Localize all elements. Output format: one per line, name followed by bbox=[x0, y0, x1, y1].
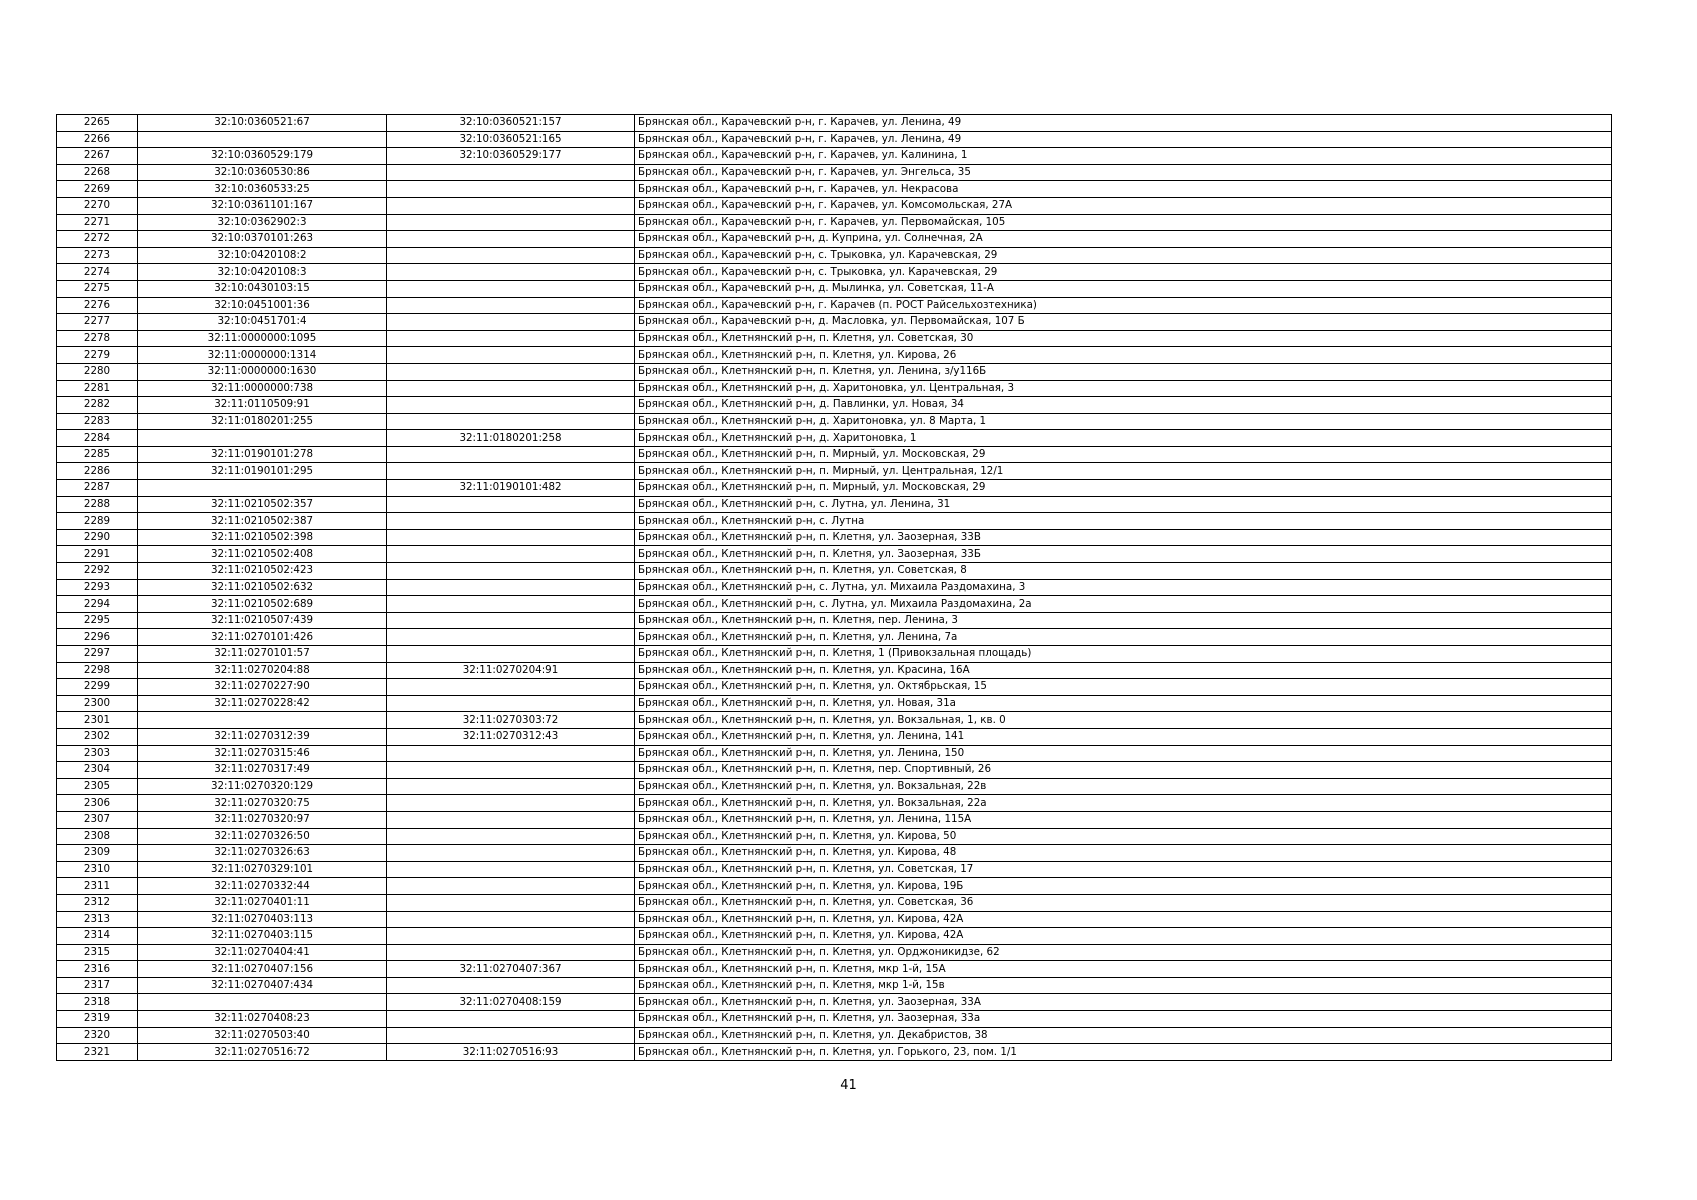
related-cadastral-number-cell bbox=[387, 612, 635, 629]
cadastral-number-cell bbox=[138, 712, 387, 729]
related-cadastral-number-cell bbox=[387, 280, 635, 297]
row-number-cell: 2319 bbox=[57, 1011, 138, 1028]
address-cell: Брянская обл., Клетнянский р-н, п. Клетня, мкр 1-й, 15в bbox=[635, 977, 1612, 994]
related-cadastral-number-cell bbox=[387, 197, 635, 214]
address-cell: Брянская обл., Карачевский р-н, г. Карачев, ул. Калинина, 1 bbox=[635, 148, 1612, 165]
related-cadastral-number-cell: 32:11:0270516:93 bbox=[387, 1044, 635, 1061]
related-cadastral-number-cell bbox=[387, 214, 635, 231]
row-number-cell: 2283 bbox=[57, 413, 138, 430]
row-number-cell: 2297 bbox=[57, 646, 138, 663]
related-cadastral-number-cell bbox=[387, 529, 635, 546]
cadastral-number-cell: 32:10:0361101:167 bbox=[138, 197, 387, 214]
property-table-body bbox=[57, 115, 1612, 1061]
row-number-cell: 2288 bbox=[57, 496, 138, 513]
cadastral-number-cell: 32:11:0000000:1314 bbox=[138, 347, 387, 364]
related-cadastral-number-cell bbox=[387, 380, 635, 397]
cadastral-number-cell: 32:11:0270320:75 bbox=[138, 795, 387, 812]
row-number-cell: 2295 bbox=[57, 612, 138, 629]
address-cell: Брянская обл., Клетнянский р-н, с. Лутна, ул. Ленина, 31 bbox=[635, 496, 1612, 513]
row-number-cell: 2300 bbox=[57, 695, 138, 712]
cadastral-number-cell: 32:11:0270407:434 bbox=[138, 977, 387, 994]
address-cell: Брянская обл., Клетнянский р-н, п. Клетня, ул. Декабристов, 38 bbox=[635, 1027, 1612, 1044]
table-row bbox=[57, 894, 1612, 911]
related-cadastral-number-cell bbox=[387, 579, 635, 596]
address-cell: Брянская обл., Клетнянский р-н, п. Клетня, ул. Ленина, 150 bbox=[635, 745, 1612, 762]
address-cell: Брянская обл., Клетнянский р-н, п. Клетня, ул. Ленина, 7а bbox=[635, 629, 1612, 646]
address-cell: Брянская обл., Клетнянский р-н, д. Харитоновка, ул. 8 Марта, 1 bbox=[635, 413, 1612, 430]
table-row bbox=[57, 513, 1612, 530]
cadastral-number-cell: 32:11:0270312:39 bbox=[138, 728, 387, 745]
address-cell: Брянская обл., Клетнянский р-н, д. Харитоновка, 1 bbox=[635, 430, 1612, 447]
cadastral-number-cell: 32:11:0270315:46 bbox=[138, 745, 387, 762]
cadastral-number-cell: 32:11:0270204:88 bbox=[138, 662, 387, 679]
table-row bbox=[57, 164, 1612, 181]
cadastral-number-cell: 32:11:0190101:278 bbox=[138, 446, 387, 463]
table-row bbox=[57, 363, 1612, 380]
related-cadastral-number-cell bbox=[387, 247, 635, 264]
cadastral-number-cell: 32:11:0210507:439 bbox=[138, 612, 387, 629]
table-row bbox=[57, 961, 1612, 978]
row-number-cell: 2291 bbox=[57, 546, 138, 563]
table-row bbox=[57, 330, 1612, 347]
address-cell: Брянская обл., Карачевский р-н, г. Карачев, ул. Энгельса, 35 bbox=[635, 164, 1612, 181]
row-number-cell: 2306 bbox=[57, 795, 138, 812]
table-row bbox=[57, 131, 1612, 148]
cadastral-number-cell: 32:11:0270326:63 bbox=[138, 845, 387, 862]
cadastral-number-cell: 32:11:0210502:357 bbox=[138, 496, 387, 513]
table-row bbox=[57, 662, 1612, 679]
table-row bbox=[57, 247, 1612, 264]
table-row bbox=[57, 579, 1612, 596]
address-cell: Брянская обл., Карачевский р-н, с. Трыковка, ул. Карачевская, 29 bbox=[635, 247, 1612, 264]
related-cadastral-number-cell bbox=[387, 397, 635, 414]
cadastral-number-cell: 32:10:0451701:4 bbox=[138, 314, 387, 331]
row-number-cell: 2293 bbox=[57, 579, 138, 596]
row-number-cell: 2317 bbox=[57, 977, 138, 994]
related-cadastral-number-cell bbox=[387, 496, 635, 513]
related-cadastral-number-cell bbox=[387, 944, 635, 961]
table-row bbox=[57, 1011, 1612, 1028]
table-row bbox=[57, 546, 1612, 563]
table-row bbox=[57, 280, 1612, 297]
table-row bbox=[57, 944, 1612, 961]
row-number-cell: 2271 bbox=[57, 214, 138, 231]
address-cell: Брянская обл., Клетнянский р-н, п. Клетня, ул. Кирова, 26 bbox=[635, 347, 1612, 364]
cadastral-number-cell bbox=[138, 131, 387, 148]
related-cadastral-number-cell bbox=[387, 646, 635, 663]
table-row bbox=[57, 778, 1612, 795]
address-cell: Брянская обл., Клетнянский р-н, п. Клетня, ул. Вокзальная, 1, кв. 0 bbox=[635, 712, 1612, 729]
cadastral-number-cell: 32:10:0420108:2 bbox=[138, 247, 387, 264]
related-cadastral-number-cell bbox=[387, 297, 635, 314]
table-row bbox=[57, 828, 1612, 845]
related-cadastral-number-cell bbox=[387, 828, 635, 845]
row-number-cell: 2265 bbox=[57, 115, 138, 132]
row-number-cell: 2318 bbox=[57, 994, 138, 1011]
related-cadastral-number-cell bbox=[387, 878, 635, 895]
cadastral-number-cell: 32:11:0210502:387 bbox=[138, 513, 387, 530]
related-cadastral-number-cell bbox=[387, 745, 635, 762]
address-cell: Брянская обл., Карачевский р-н, г. Карачев, ул. Ленина, 49 bbox=[635, 131, 1612, 148]
cadastral-number-cell: 32:11:0190101:295 bbox=[138, 463, 387, 480]
table-row bbox=[57, 446, 1612, 463]
table-row bbox=[57, 994, 1612, 1011]
cadastral-number-cell: 32:11:0270101:426 bbox=[138, 629, 387, 646]
property-table bbox=[56, 114, 1612, 1061]
table-row bbox=[57, 264, 1612, 281]
table-row bbox=[57, 380, 1612, 397]
address-cell: Брянская обл., Клетнянский р-н, п. Клетня, ул. Ленина, з/у116Б bbox=[635, 363, 1612, 380]
page-number: 41 bbox=[840, 1078, 857, 1093]
row-number-cell: 2292 bbox=[57, 563, 138, 580]
related-cadastral-number-cell: 32:11:0270303:72 bbox=[387, 712, 635, 729]
table-row bbox=[57, 231, 1612, 248]
row-number-cell: 2275 bbox=[57, 280, 138, 297]
related-cadastral-number-cell bbox=[387, 413, 635, 430]
cadastral-number-cell: 32:11:0110509:91 bbox=[138, 397, 387, 414]
address-cell: Брянская обл., Клетнянский р-н, с. Лутна, ул. Михаила Раздомахина, 3 bbox=[635, 579, 1612, 596]
table-row bbox=[57, 214, 1612, 231]
address-cell: Брянская обл., Клетнянский р-н, д. Харитоновка, ул. Центральная, 3 bbox=[635, 380, 1612, 397]
cadastral-number-cell: 32:10:0420108:3 bbox=[138, 264, 387, 281]
row-number-cell: 2312 bbox=[57, 894, 138, 911]
cadastral-number-cell: 32:11:0210502:408 bbox=[138, 546, 387, 563]
address-cell: Брянская обл., Клетнянский р-н, п. Клетня, ул. Октябрьская, 15 bbox=[635, 679, 1612, 696]
row-number-cell: 2282 bbox=[57, 397, 138, 414]
table-row bbox=[57, 745, 1612, 762]
row-number-cell: 2304 bbox=[57, 762, 138, 779]
address-cell: Брянская обл., Карачевский р-н, с. Трыковка, ул. Карачевская, 29 bbox=[635, 264, 1612, 281]
cadastral-number-cell: 32:11:0270326:50 bbox=[138, 828, 387, 845]
address-cell: Брянская обл., Клетнянский р-н, п. Клетня, пер. Спортивный, 26 bbox=[635, 762, 1612, 779]
address-cell: Брянская обл., Клетнянский р-н, п. Клетня, ул. Ленина, 115А bbox=[635, 811, 1612, 828]
cadastral-number-cell bbox=[138, 430, 387, 447]
related-cadastral-number-cell bbox=[387, 563, 635, 580]
table-row bbox=[57, 314, 1612, 331]
address-cell: Брянская обл., Клетнянский р-н, п. Клетня, ул. Заозерная, 33В bbox=[635, 529, 1612, 546]
row-number-cell: 2277 bbox=[57, 314, 138, 331]
table-row bbox=[57, 878, 1612, 895]
related-cadastral-number-cell bbox=[387, 977, 635, 994]
cadastral-number-cell: 32:10:0430103:15 bbox=[138, 280, 387, 297]
address-cell: Брянская обл., Клетнянский р-н, п. Мирный, ул. Московская, 29 bbox=[635, 480, 1612, 497]
related-cadastral-number-cell: 32:10:0360529:177 bbox=[387, 148, 635, 165]
row-number-cell: 2313 bbox=[57, 911, 138, 928]
table-row bbox=[57, 928, 1612, 945]
related-cadastral-number-cell bbox=[387, 546, 635, 563]
cadastral-number-cell: 32:10:0360530:86 bbox=[138, 164, 387, 181]
address-cell: Брянская обл., Клетнянский р-н, п. Мирный, ул. Центральная, 12/1 bbox=[635, 463, 1612, 480]
address-cell: Брянская обл., Клетнянский р-н, п. Клетня, мкр 1-й, 15А bbox=[635, 961, 1612, 978]
related-cadastral-number-cell bbox=[387, 894, 635, 911]
address-cell: Брянская обл., Клетнянский р-н, п. Клетня, ул. Вокзальная, 22в bbox=[635, 778, 1612, 795]
table-row bbox=[57, 297, 1612, 314]
table-row bbox=[57, 646, 1612, 663]
table-row bbox=[57, 612, 1612, 629]
row-number-cell: 2278 bbox=[57, 330, 138, 347]
row-number-cell: 2267 bbox=[57, 148, 138, 165]
row-number-cell: 2276 bbox=[57, 297, 138, 314]
cadastral-number-cell: 32:11:0210502:689 bbox=[138, 596, 387, 613]
row-number-cell: 2268 bbox=[57, 164, 138, 181]
address-cell: Брянская обл., Клетнянский р-н, с. Лутна bbox=[635, 513, 1612, 530]
related-cadastral-number-cell bbox=[387, 811, 635, 828]
row-number-cell: 2274 bbox=[57, 264, 138, 281]
row-number-cell: 2284 bbox=[57, 430, 138, 447]
address-cell: Брянская обл., Клетнянский р-н, п. Клетня, 1 (Привокзальная площадь) bbox=[635, 646, 1612, 663]
related-cadastral-number-cell bbox=[387, 861, 635, 878]
address-cell: Брянская обл., Карачевский р-н, г. Карачев, ул. Некрасова bbox=[635, 181, 1612, 198]
address-cell: Брянская обл., Карачевский р-н, д. Масловка, ул. Первомайская, 107 Б bbox=[635, 314, 1612, 331]
cadastral-number-cell: 32:10:0362902:3 bbox=[138, 214, 387, 231]
row-number-cell: 2294 bbox=[57, 596, 138, 613]
table-row bbox=[57, 629, 1612, 646]
address-cell: Брянская обл., Карачевский р-н, д. Мылинка, ул. Советская, 11-А bbox=[635, 280, 1612, 297]
table-row bbox=[57, 728, 1612, 745]
address-cell: Брянская обл., Клетнянский р-н, п. Клетня, ул. Заозерная, 33Б bbox=[635, 546, 1612, 563]
cadastral-number-cell: 32:11:0270403:115 bbox=[138, 928, 387, 945]
row-number-cell: 2289 bbox=[57, 513, 138, 530]
table-row bbox=[57, 596, 1612, 613]
row-number-cell: 2298 bbox=[57, 662, 138, 679]
row-number-cell: 2302 bbox=[57, 728, 138, 745]
address-cell: Брянская обл., Клетнянский р-н, п. Клетня, ул. Ленина, 141 bbox=[635, 728, 1612, 745]
row-number-cell: 2321 bbox=[57, 1044, 138, 1061]
cadastral-number-cell: 32:11:0270320:129 bbox=[138, 778, 387, 795]
table-row bbox=[57, 430, 1612, 447]
address-cell: Брянская обл., Клетнянский р-н, п. Клетня, ул. Вокзальная, 22а bbox=[635, 795, 1612, 812]
row-number-cell: 2320 bbox=[57, 1027, 138, 1044]
row-number-cell: 2301 bbox=[57, 712, 138, 729]
address-cell: Брянская обл., Карачевский р-н, г. Карачев, ул. Ленина, 49 bbox=[635, 115, 1612, 132]
table-row bbox=[57, 977, 1612, 994]
row-number-cell: 2285 bbox=[57, 446, 138, 463]
cadastral-number-cell: 32:11:0270503:40 bbox=[138, 1027, 387, 1044]
address-cell: Брянская обл., Клетнянский р-н, п. Клетня, пер. Ленина, 3 bbox=[635, 612, 1612, 629]
cadastral-number-cell: 32:11:0270101:57 bbox=[138, 646, 387, 663]
table-row bbox=[57, 148, 1612, 165]
address-cell: Брянская обл., Клетнянский р-н, п. Клетня, ул. Кирова, 50 bbox=[635, 828, 1612, 845]
address-cell: Брянская обл., Клетнянский р-н, п. Клетня, ул. Кирова, 42А bbox=[635, 928, 1612, 945]
related-cadastral-number-cell bbox=[387, 463, 635, 480]
address-cell: Брянская обл., Клетнянский р-н, п. Клетня, ул. Советская, 30 bbox=[635, 330, 1612, 347]
address-cell: Брянская обл., Клетнянский р-н, п. Клетня, ул. Кирова, 19Б bbox=[635, 878, 1612, 895]
address-cell: Брянская обл., Клетнянский р-н, п. Клетня, ул. Кирова, 48 bbox=[635, 845, 1612, 862]
table-row bbox=[57, 529, 1612, 546]
table-row bbox=[57, 861, 1612, 878]
table-row bbox=[57, 811, 1612, 828]
address-cell: Брянская обл., Клетнянский р-н, п. Клетня, ул. Советская, 8 bbox=[635, 563, 1612, 580]
cadastral-number-cell: 32:11:0270329:101 bbox=[138, 861, 387, 878]
cadastral-number-cell: 32:10:0451001:36 bbox=[138, 297, 387, 314]
cadastral-number-cell: 32:11:0270403:113 bbox=[138, 911, 387, 928]
table-row bbox=[57, 795, 1612, 812]
related-cadastral-number-cell bbox=[387, 231, 635, 248]
table-row bbox=[57, 695, 1612, 712]
related-cadastral-number-cell: 32:11:0180201:258 bbox=[387, 430, 635, 447]
row-number-cell: 2299 bbox=[57, 679, 138, 696]
cadastral-number-cell: 32:11:0270227:90 bbox=[138, 679, 387, 696]
table-row bbox=[57, 463, 1612, 480]
related-cadastral-number-cell bbox=[387, 762, 635, 779]
table-row bbox=[57, 480, 1612, 497]
row-number-cell: 2273 bbox=[57, 247, 138, 264]
related-cadastral-number-cell bbox=[387, 264, 635, 281]
row-number-cell: 2305 bbox=[57, 778, 138, 795]
related-cadastral-number-cell: 32:10:0360521:165 bbox=[387, 131, 635, 148]
row-number-cell: 2287 bbox=[57, 480, 138, 497]
address-cell: Брянская обл., Клетнянский р-н, п. Клетня, ул. Кирова, 42А bbox=[635, 911, 1612, 928]
cadastral-number-cell bbox=[138, 480, 387, 497]
row-number-cell: 2266 bbox=[57, 131, 138, 148]
table-row bbox=[57, 496, 1612, 513]
related-cadastral-number-cell bbox=[387, 347, 635, 364]
row-number-cell: 2310 bbox=[57, 861, 138, 878]
related-cadastral-number-cell bbox=[387, 679, 635, 696]
related-cadastral-number-cell: 32:10:0360521:157 bbox=[387, 115, 635, 132]
related-cadastral-number-cell bbox=[387, 778, 635, 795]
cadastral-number-cell: 32:11:0210502:632 bbox=[138, 579, 387, 596]
related-cadastral-number-cell: 32:11:0270312:43 bbox=[387, 728, 635, 745]
cadastral-number-cell: 32:11:0270408:23 bbox=[138, 1011, 387, 1028]
cadastral-number-cell: 32:11:0270228:42 bbox=[138, 695, 387, 712]
cadastral-number-cell: 32:11:0180201:255 bbox=[138, 413, 387, 430]
table-row bbox=[57, 1044, 1612, 1061]
cadastral-number-cell: 32:11:0000000:1630 bbox=[138, 363, 387, 380]
table-row bbox=[57, 679, 1612, 696]
address-cell: Брянская обл., Клетнянский р-н, п. Клетня, ул. Заозерная, 33а bbox=[635, 1011, 1612, 1028]
table-row bbox=[57, 197, 1612, 214]
row-number-cell: 2269 bbox=[57, 181, 138, 198]
cadastral-number-cell: 32:11:0270320:97 bbox=[138, 811, 387, 828]
address-cell: Брянская обл., Клетнянский р-н, п. Клетня, ул. Орджоникидзе, 62 bbox=[635, 944, 1612, 961]
table-row bbox=[57, 563, 1612, 580]
address-cell: Брянская обл., Карачевский р-н, г. Карачев, ул. Первомайская, 105 bbox=[635, 214, 1612, 231]
related-cadastral-number-cell bbox=[387, 596, 635, 613]
related-cadastral-number-cell: 32:11:0270204:91 bbox=[387, 662, 635, 679]
related-cadastral-number-cell bbox=[387, 928, 635, 945]
address-cell: Брянская обл., Клетнянский р-н, с. Лутна, ул. Михаила Раздомахина, 2а bbox=[635, 596, 1612, 613]
table-row bbox=[57, 413, 1612, 430]
related-cadastral-number-cell bbox=[387, 181, 635, 198]
row-number-cell: 2315 bbox=[57, 944, 138, 961]
cadastral-number-cell: 32:11:0210502:398 bbox=[138, 529, 387, 546]
cadastral-number-cell: 32:11:0270516:72 bbox=[138, 1044, 387, 1061]
table-row bbox=[57, 347, 1612, 364]
related-cadastral-number-cell bbox=[387, 330, 635, 347]
related-cadastral-number-cell bbox=[387, 1027, 635, 1044]
address-cell: Брянская обл., Клетнянский р-н, п. Мирный, ул. Московская, 29 bbox=[635, 446, 1612, 463]
cadastral-number-cell: 32:11:0270317:49 bbox=[138, 762, 387, 779]
related-cadastral-number-cell bbox=[387, 695, 635, 712]
address-cell: Брянская обл., Клетнянский р-н, п. Клетня, ул. Горького, 23, пом. 1/1 bbox=[635, 1044, 1612, 1061]
related-cadastral-number-cell: 32:11:0190101:482 bbox=[387, 480, 635, 497]
address-cell: Брянская обл., Клетнянский р-н, п. Клетня, ул. Советская, 17 bbox=[635, 861, 1612, 878]
related-cadastral-number-cell bbox=[387, 795, 635, 812]
row-number-cell: 2279 bbox=[57, 347, 138, 364]
table-row bbox=[57, 911, 1612, 928]
table-row bbox=[57, 181, 1612, 198]
cadastral-number-cell: 32:11:0270407:156 bbox=[138, 961, 387, 978]
address-cell: Брянская обл., Клетнянский р-н, п. Клетня, ул. Советская, 36 bbox=[635, 894, 1612, 911]
cadastral-number-cell: 32:11:0270401:11 bbox=[138, 894, 387, 911]
cadastral-number-cell: 32:11:0270404:41 bbox=[138, 944, 387, 961]
cadastral-number-cell: 32:11:0000000:738 bbox=[138, 380, 387, 397]
table-row bbox=[57, 397, 1612, 414]
address-cell: Брянская обл., Клетнянский р-н, п. Клетня, ул. Заозерная, 33А bbox=[635, 994, 1612, 1011]
cadastral-number-cell: 32:11:0210502:423 bbox=[138, 563, 387, 580]
cadastral-number-cell: 32:10:0370101:263 bbox=[138, 231, 387, 248]
row-number-cell: 2296 bbox=[57, 629, 138, 646]
row-number-cell: 2311 bbox=[57, 878, 138, 895]
address-cell: Брянская обл., Клетнянский р-н, п. Клетня, ул. Новая, 31а bbox=[635, 695, 1612, 712]
table-row bbox=[57, 115, 1612, 132]
table-row bbox=[57, 712, 1612, 729]
related-cadastral-number-cell bbox=[387, 446, 635, 463]
related-cadastral-number-cell bbox=[387, 1011, 635, 1028]
related-cadastral-number-cell bbox=[387, 363, 635, 380]
related-cadastral-number-cell bbox=[387, 164, 635, 181]
address-cell: Брянская обл., Карачевский р-н, г. Карачев (п. РОСТ Райсельхозтехника) bbox=[635, 297, 1612, 314]
row-number-cell: 2308 bbox=[57, 828, 138, 845]
related-cadastral-number-cell bbox=[387, 513, 635, 530]
address-cell: Брянская обл., Клетнянский р-н, п. Клетня, ул. Красина, 16А bbox=[635, 662, 1612, 679]
row-number-cell: 2314 bbox=[57, 928, 138, 945]
row-number-cell: 2309 bbox=[57, 845, 138, 862]
related-cadastral-number-cell: 32:11:0270407:367 bbox=[387, 961, 635, 978]
row-number-cell: 2290 bbox=[57, 529, 138, 546]
related-cadastral-number-cell bbox=[387, 629, 635, 646]
cadastral-number-cell: 32:10:0360533:25 bbox=[138, 181, 387, 198]
row-number-cell: 2281 bbox=[57, 380, 138, 397]
address-cell: Брянская обл., Карачевский р-н, г. Карачев, ул. Комсомольская, 27А bbox=[635, 197, 1612, 214]
cadastral-number-cell: 32:11:0270332:44 bbox=[138, 878, 387, 895]
table-row bbox=[57, 1027, 1612, 1044]
related-cadastral-number-cell bbox=[387, 911, 635, 928]
cadastral-number-cell: 32:11:0000000:1095 bbox=[138, 330, 387, 347]
row-number-cell: 2270 bbox=[57, 197, 138, 214]
table-row bbox=[57, 845, 1612, 862]
related-cadastral-number-cell bbox=[387, 314, 635, 331]
row-number-cell: 2307 bbox=[57, 811, 138, 828]
row-number-cell: 2286 bbox=[57, 463, 138, 480]
cadastral-number-cell: 32:10:0360521:67 bbox=[138, 115, 387, 132]
row-number-cell: 2272 bbox=[57, 231, 138, 248]
address-cell: Брянская обл., Карачевский р-н, д. Куприна, ул. Солнечная, 2А bbox=[635, 231, 1612, 248]
row-number-cell: 2316 bbox=[57, 961, 138, 978]
cadastral-number-cell: 32:10:0360529:179 bbox=[138, 148, 387, 165]
related-cadastral-number-cell: 32:11:0270408:159 bbox=[387, 994, 635, 1011]
table-row bbox=[57, 762, 1612, 779]
cadastral-number-cell bbox=[138, 994, 387, 1011]
row-number-cell: 2280 bbox=[57, 363, 138, 380]
row-number-cell: 2303 bbox=[57, 745, 138, 762]
related-cadastral-number-cell bbox=[387, 845, 635, 862]
address-cell: Брянская обл., Клетнянский р-н, д. Павлинки, ул. Новая, 34 bbox=[635, 397, 1612, 414]
